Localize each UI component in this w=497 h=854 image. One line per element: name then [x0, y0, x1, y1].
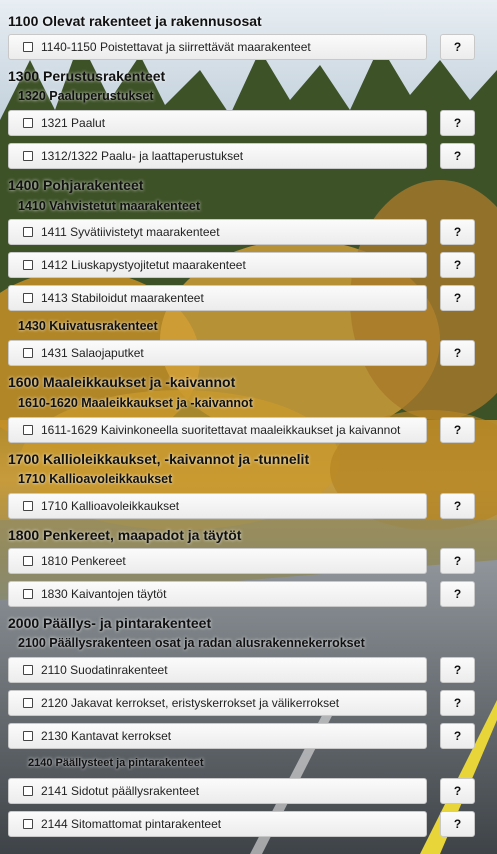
item-row: [8, 34, 475, 62]
section-heading-1600: 1600 Maaleikkaukset ja -kaivannot: [8, 374, 236, 390]
section-heading-1400: 1400 Pohjarakenteet: [8, 177, 144, 193]
help-button[interactable]: ?: [440, 110, 475, 136]
item-button-2144[interactable]: [8, 811, 427, 837]
item-button-1830[interactable]: [8, 581, 427, 607]
help-button[interactable]: ?: [440, 417, 475, 443]
checkbox-icon[interactable]: [23, 118, 33, 128]
checkbox-icon[interactable]: [23, 589, 33, 599]
item-row: [8, 723, 475, 751]
item-row: [8, 657, 475, 685]
item-button-2141[interactable]: [8, 778, 427, 804]
subsection-heading-1410: 1410 Vahvistetut maarakenteet: [18, 199, 201, 213]
item-row: [8, 417, 475, 445]
checkbox-icon[interactable]: [23, 425, 33, 435]
subsection-heading-1430: 1430 Kuivatusrakenteet: [18, 319, 158, 333]
help-button[interactable]: ?: [440, 493, 475, 519]
checkbox-icon[interactable]: [23, 42, 33, 52]
section-heading-1100: 1100 Olevat rakenteet ja rakennusosat: [8, 13, 262, 29]
item-label: 1411 Syvätiivistetyt maarakenteet: [41, 225, 220, 239]
item-button-1611-1629[interactable]: [8, 417, 427, 443]
item-label: 1413 Stabiloidut maarakenteet: [41, 291, 204, 305]
checkbox-icon[interactable]: [23, 227, 33, 237]
checkbox-icon[interactable]: [23, 348, 33, 358]
item-row: [8, 252, 475, 280]
item-label: 1312/1322 Paalu- ja laattaperustukset: [41, 149, 244, 163]
help-button[interactable]: ?: [440, 723, 475, 749]
item-button-1413[interactable]: [8, 285, 427, 311]
item-label: 1431 Salaojaputket: [41, 346, 144, 360]
checkbox-icon[interactable]: [23, 501, 33, 511]
item-button-1810[interactable]: [8, 548, 427, 574]
item-row: [8, 143, 475, 171]
item-button-1321[interactable]: [8, 110, 427, 136]
checkbox-icon[interactable]: [23, 293, 33, 303]
section-heading-2000: 2000 Päällys- ja pintarakenteet: [8, 615, 212, 631]
section-heading-1800: 1800 Penkereet, maapadot ja täytöt: [8, 527, 242, 543]
item-row: [8, 548, 475, 576]
help-button[interactable]: ?: [440, 285, 475, 311]
checkbox-icon[interactable]: [23, 698, 33, 708]
item-button-1140-1150[interactable]: [8, 34, 427, 60]
item-button-2110[interactable]: [8, 657, 427, 683]
help-button[interactable]: ?: [440, 340, 475, 366]
help-button[interactable]: ?: [440, 581, 475, 607]
item-label: 2130 Kantavat kerrokset: [41, 729, 172, 743]
item-label: 1140-1150 Poistettavat ja siirrettävät maarakenteet: [41, 40, 311, 54]
item-row: [8, 811, 475, 839]
help-button[interactable]: ?: [440, 143, 475, 169]
subsection-heading-1320: 1320 Paaluperustukset: [18, 89, 154, 103]
item-button-2120[interactable]: [8, 690, 427, 716]
checkbox-icon[interactable]: [23, 731, 33, 741]
checkbox-icon[interactable]: [23, 151, 33, 161]
section-heading-1300: 1300 Perustusrakenteet: [8, 68, 166, 84]
item-label: 1321 Paalut: [41, 116, 106, 130]
checkbox-icon[interactable]: [23, 786, 33, 796]
item-button-2130[interactable]: [8, 723, 427, 749]
item-button-1412[interactable]: [8, 252, 427, 278]
item-label: 1611-1629 Kaivinkoneella suoritettavat maaleikkaukset ja kaivannot: [41, 423, 401, 437]
item-row: [8, 285, 475, 313]
item-label: 2141 Sidotut päällysrakenteet: [41, 784, 200, 798]
item-row: [8, 778, 475, 806]
help-button[interactable]: ?: [440, 690, 475, 716]
subsection-heading-2140: 2140 Päällysteet ja pintarakenteet: [28, 757, 204, 769]
item-label: 1710 Kallioavoleikkaukset: [41, 499, 180, 513]
checkbox-icon[interactable]: [23, 819, 33, 829]
item-row: [8, 690, 475, 718]
item-button-1312-1322[interactable]: [8, 143, 427, 169]
item-row: [8, 340, 475, 368]
help-button[interactable]: ?: [440, 252, 475, 278]
help-button[interactable]: ?: [440, 657, 475, 683]
item-button-1411[interactable]: [8, 219, 427, 245]
item-label: 1830 Kaivantojen täytöt: [41, 587, 167, 601]
checkbox-icon[interactable]: [23, 556, 33, 566]
item-label: 2120 Jakavat kerrokset, eristyskerrokset ja välikerrokset: [41, 696, 340, 710]
subsection-heading-1710: 1710 Kallioavoleikkaukset: [18, 472, 173, 486]
item-label: 1810 Penkereet: [41, 554, 126, 568]
item-row: [8, 219, 475, 247]
checkbox-icon[interactable]: [23, 665, 33, 675]
item-button-1431[interactable]: [8, 340, 427, 366]
help-button[interactable]: ?: [440, 219, 475, 245]
subsection-heading-2100: 2100 Päällysrakenteen osat ja radan alusrakennekerrokset: [18, 636, 365, 650]
help-button[interactable]: ?: [440, 811, 475, 837]
help-button[interactable]: ?: [440, 34, 475, 60]
item-label: 2144 Sitomattomat pintarakenteet: [41, 817, 222, 831]
checkbox-icon[interactable]: [23, 260, 33, 270]
help-button[interactable]: ?: [440, 778, 475, 804]
section-heading-1700: 1700 Kallioleikkaukset, -kaivannot ja -tunnelit: [8, 451, 310, 467]
item-row: [8, 581, 475, 609]
item-button-1710[interactable]: [8, 493, 427, 519]
item-label: 2110 Suodatinrakenteet: [41, 663, 168, 677]
item-row: [8, 110, 475, 138]
help-button[interactable]: ?: [440, 548, 475, 574]
item-row: [8, 493, 475, 521]
item-label: 1412 Liuskapystyojitetut maarakenteet: [41, 258, 246, 272]
subsection-heading-1610-1620: 1610-1620 Maaleikkaukset ja -kaivannot: [18, 396, 253, 410]
